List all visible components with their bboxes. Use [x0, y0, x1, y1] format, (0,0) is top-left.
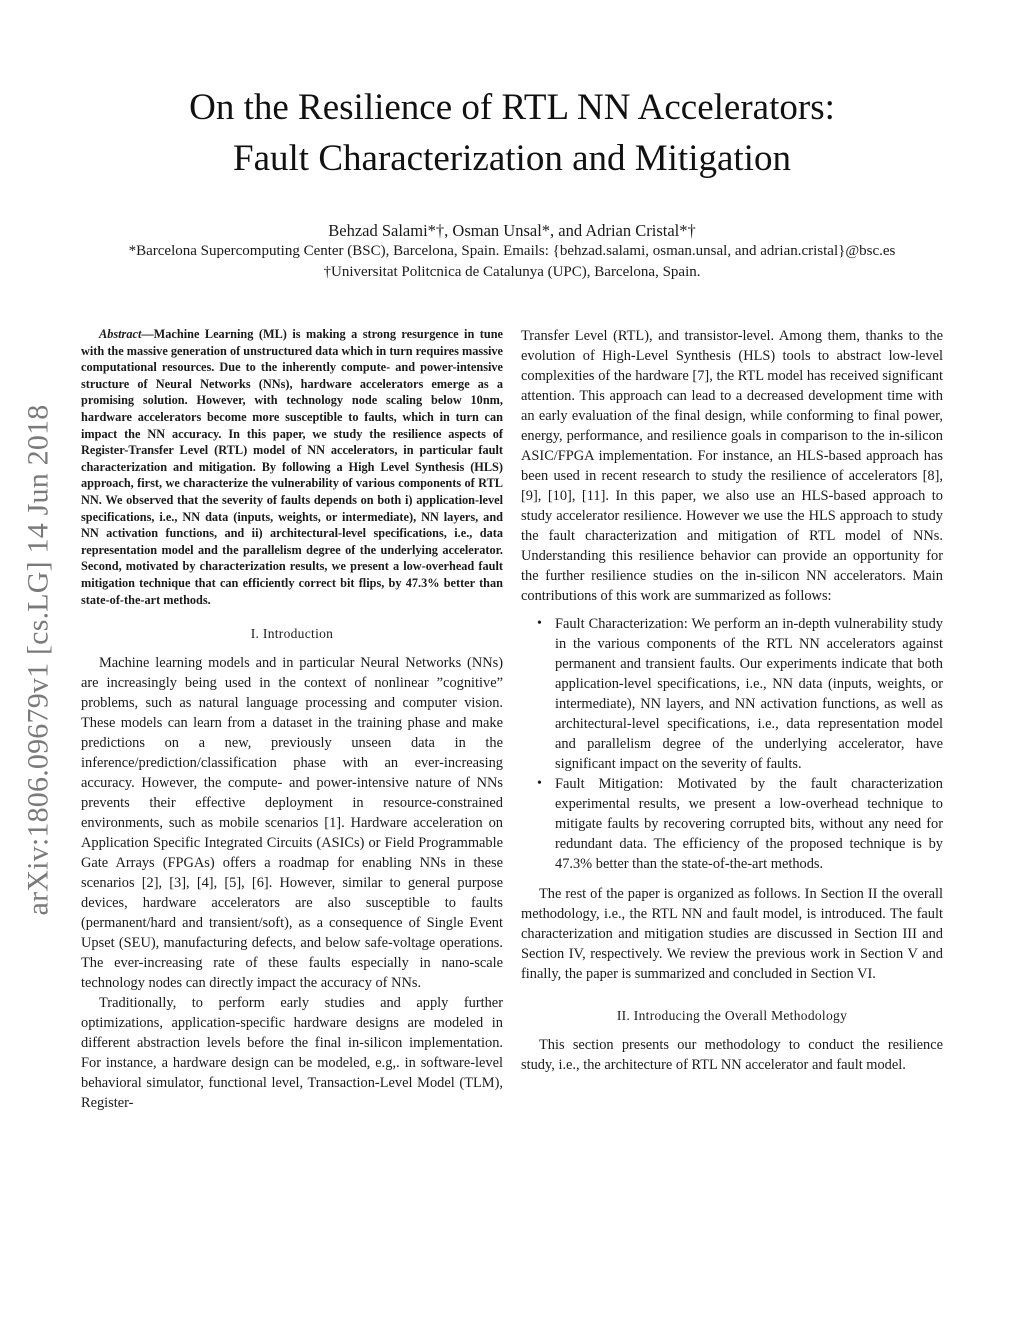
section-heading-methodology: II. Introducing the Overall Methodology	[616, 1008, 848, 1023]
arxiv-sidebar	[14, 365, 62, 955]
abstract	[81, 326, 503, 608]
title-line-2: Fault Characterization and Mitigation	[233, 138, 791, 179]
contribution-fault-mitigation: Fault Mitigation: Motivated by the fault characterization experimental results, we present a low-overhead technique to mitigate faults by recovering corrupted bits, without any need for redundant data. The efficiency of the proposed technique is by 47.3% better than the state-of-the-art methods.	[555, 776, 943, 872]
contribution-fault-characterization: Fault Characterization: We perform an in-depth vulnerability study in the various components of the RTL NN accelerators against permanent and transient faults. Our experiments indicate that both application-level specifications, i.e., NN data (inputs, weights, or intermediate), NN layers, and NN activation functions, as well as architectural-level specifications, i.e., data representation model and parallelism degree of the underlying accelerator, have significant impact on the severity of faults.	[555, 616, 943, 772]
title-line-1: On the Resilience of RTL NN Accelerators:	[189, 87, 835, 128]
introduction-section	[81, 624, 503, 1113]
intro-paragraph-1: Machine learning models and in particular Neural Networks (NNs) are increasingly being used in the context of nonlinear ”cognitive” problems, such as natural language processing and computer vision. These models can learn from a dataset in the training phase and make predictions on a new, previously unseen data in the inference/prediction/classification phase with an ever-increasing accuracy. However, the compute- and power-intensive nature of NNs prevents their effective deployment in resource-constrained environments, such as mobile scenarios [1]. Hardware acceleration on Application Specific Integrated Circuits (ASICs) or Field Programmable Gate Arrays (FPGAs) offers a roadmap for enabling NNs in these scenarios [2], [3], [4], [5], [6]. However, similar to general purpose devices, hardware accelerators are also susceptible to faults (permanent/hard and transient/soft), as a consequence of Single Event Upset (SEU), manufacturing defects, and below safe-voltage operations. The ever-increasing rate of these faults especially in nano-scale technology nodes can directly impact the accuracy of NNs.	[81, 655, 503, 992]
abstract-text: —Machine Learning (ML) is making a strong resurgence in tune with the massive generation of unstructured data which in turn requires massive computational resources. Due to the inherently compute- and power-intensive structure of Neural Networks (NNs), hardware accelerators emerge as a promising solution. However, with technology node scaling below 10nm, hardware accelerators become more susceptible to faults, which in turn can impact the NN accuracy. In this paper, we study the resilience aspects of Register-Transfer Level (RTL) model of NN accelerators, in particular fault characterization and mitigation. By following a High Level Synthesis (HLS) approach, first, we characterize the vulnerability of various components of RTL NN. We observed that the severity of faults depends on both i) application-level specifications, i.e., NN data (inputs, weights, or intermediate), NN layers, and NN activation functions, and ii) architectural-level specifications, i.e., data representation model and the parallelism degree of the underlying accelerator. Second, motivated by characterization results, we present a low-overhead fault mitigation technique that can efficiently correct bit flips, by 47.3% better than state-of-the-art methods.	[81, 327, 503, 607]
list-item	[521, 614, 943, 774]
intro-paragraph-2: Traditionally, to perform early studies and apply further optimizations, application-specific hardware designs are modeled in different abstraction levels before the final in-silicon implementation. For instance, a hardware design can be modeled, e.g,. in software-level behavioral simulator, functional level, Transaction-Level Model (TLM), Register-	[81, 995, 503, 1112]
bullet-icon: •	[537, 776, 542, 791]
arxiv-identifier: arXiv:1806.09679v1 [cs.LG] 14 Jun 2018	[21, 404, 55, 916]
author-names: Behzad Salami*†, Osman Unsal*, and Adrian Cristal*†	[328, 221, 696, 240]
outline-paragraph: The rest of the paper is organized as follows. In Section II the overall methodology, i.e., the RTL NN and fault model, is introduced. The fault characterization and mitigation studies are discussed in Section III and Section IV, respectively. We review the previous work in Section V and finally, the paper is summarized and concluded in Section VI.	[521, 886, 943, 982]
affiliation-bsc: *Barcelona Supercomputing Center (BSC), Barcelona, Spain. Emails: {behzad.salami, osman.unsal, and adrian.cristal}@bsc.es	[128, 243, 896, 259]
methodology-paragraph: This section presents our methodology to conduct the resilience study, i.e., the architecture of RTL NN accelerator and fault model.	[521, 1037, 943, 1073]
contributions-list	[521, 614, 943, 874]
list-item	[521, 774, 943, 874]
left-column	[81, 326, 503, 1113]
intro-paragraph-2-continued: Transfer Level (RTL), and transistor-level. Among them, thanks to the evolution of High-Level Synthesis (HLS) tools to abstract low-level complexities of the hardware [7], the RTL model has received significant attention. This approach can lead to a decreased development time with an early evaluation of the final design, while conforming to final power, energy, performance, and resilience goals in comparison to the in-silicon ASIC/FPGA implementation. For instance, an HLS-based approach has been used in recent research to study the resilience of accelerators [8], [9], [10], [11]. In this paper, we also use an HLS-based approach to study accelerator resilience. However we use the HLS approach to study the fault characterization and mitigation of RTL model of NNs. Understanding this resilience behavior can provide an opportunity for the further resilience studies on the in-silicon NN accelerators. Main contributions of this work are summarized as follows:	[521, 328, 943, 604]
right-column-body	[521, 326, 943, 1075]
bullet-icon: •	[537, 616, 542, 631]
affiliation-upc: †Universitat Politcnica de Catalunya (UPC), Barcelona, Spain.	[323, 264, 701, 280]
right-column	[521, 326, 943, 1075]
abstract-label: Abstract	[99, 327, 142, 341]
paper-title	[0, 82, 1024, 184]
section-heading-introduction: I. Introduction	[250, 626, 334, 642]
author-block	[0, 220, 1024, 283]
